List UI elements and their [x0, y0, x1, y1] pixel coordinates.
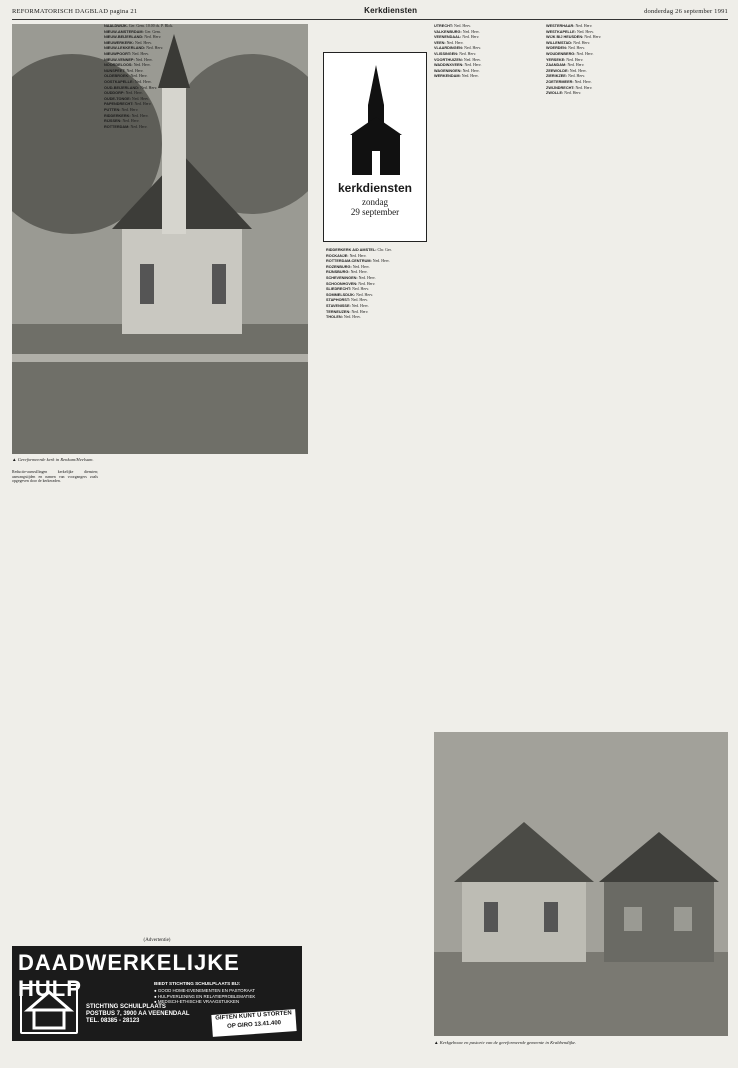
listing-entry: [546, 69, 728, 74]
listing-entry: [12, 470, 98, 484]
listing-services: Ned. Herv.: [126, 68, 144, 73]
listing-services: Ned. Herv.: [130, 74, 148, 79]
advertisement-schuilplaats: [12, 936, 302, 1041]
listing-entry: [104, 125, 214, 130]
listing-entry: [326, 259, 428, 264]
listing-place: VLAARDINGEN:: [434, 46, 464, 51]
publication-date: donderdag 26 september 1991: [644, 8, 728, 15]
listing-entry: [104, 41, 214, 46]
church-photo-krabbendijke: [434, 732, 728, 1036]
listing-services: Ned. Herv.: [125, 91, 143, 96]
listing-column-5: [546, 24, 728, 734]
listing-place: WERKENDAM:: [434, 74, 461, 79]
listing-place: NIEUW-VENNEP:: [104, 57, 135, 62]
listing-services: Ger. Gem.: [144, 29, 161, 34]
listing-entry: [326, 298, 428, 303]
ad-giro-line1: GIFTEN KUNT U STORTEN: [215, 1010, 292, 1022]
listing-place: RIDDERKERK:: [104, 113, 131, 118]
listing-entry: [546, 52, 728, 57]
listing-entry: [434, 24, 540, 29]
listing-entry: [546, 35, 728, 40]
listing-place: ROZENBURG:: [326, 264, 352, 269]
listing-column-3: [326, 248, 428, 1058]
listing-entry: [546, 24, 728, 29]
listing-place: OUDDORP:: [104, 91, 125, 96]
listing-services: Ned. Herv.: [135, 57, 153, 62]
listing-place: UTRECHT:: [434, 24, 453, 28]
listing-services: Ned. Herv.: [140, 85, 158, 90]
listing-place: STAVENISSE:: [326, 303, 351, 308]
listing-services: Ned. Herv.: [568, 74, 586, 79]
photo-caption-krabbendijke: ▲ Kerkgebouw en pastorie van de gereformeerde gemeente in Krabbendijke.: [434, 1040, 577, 1045]
listing-place: OLDEBROEK:: [104, 74, 130, 79]
listing-place: THOLEN:: [326, 315, 343, 320]
listing-entry: [104, 97, 214, 102]
listing-entry: [104, 74, 214, 79]
listing-entry: [546, 63, 728, 68]
listing-entry: [104, 46, 214, 51]
listing-place: ROCKANJE:: [326, 253, 349, 258]
listing-entry: [104, 35, 214, 40]
listing-place: STAPHORST:: [326, 298, 350, 303]
listing-place: TERNEUZEN:: [326, 309, 351, 314]
listing-entry: [104, 63, 214, 68]
listing-services: Ned. Herv.: [567, 63, 585, 68]
listing-entry: [104, 80, 214, 85]
listing-place: NIEUW-LEKKERLAND:: [104, 46, 146, 51]
listing-place: ROTTERDAM:: [104, 124, 130, 129]
listing-services: Ned. Herv.: [453, 24, 471, 28]
church-icon: [346, 65, 406, 175]
listing-place: WILLEMSTAD:: [546, 40, 573, 45]
listing-entry: [104, 119, 214, 124]
ad-headline: DAADWERKELIJKE HULP: [18, 950, 240, 1001]
listing-services: Ned. Herv.: [462, 35, 480, 40]
listing-services: Ned. Herv.: [569, 68, 587, 73]
listing-entry: [326, 310, 428, 315]
listing-entry: [326, 282, 428, 287]
listing-services: Ned. Herv.: [349, 253, 367, 258]
content-grid: [12, 20, 728, 1060]
listing-services: Ned. Herv.: [146, 46, 164, 51]
listing-services: Ned. Herv.: [356, 292, 374, 297]
listing-services: Ned. Herv.: [131, 51, 149, 56]
listing-services: Ned. Herv.: [352, 287, 370, 292]
ad-giro-box: [211, 1009, 296, 1037]
house-icon: [22, 986, 76, 1032]
title-day: zondag: [362, 197, 388, 207]
listing-entry: [546, 74, 728, 79]
listing-entry: [104, 86, 214, 91]
listing-place: WOERDEN:: [546, 46, 568, 51]
listing-place: OUD-BEIJERLAND:: [104, 85, 140, 90]
listing-services: Ned. Herv.: [566, 57, 584, 62]
listing-services: Ned. Herv.: [576, 29, 594, 34]
listing-services: Ned. Herv.: [343, 315, 361, 320]
listing-place: ROTTERDAM-CENTRUM:: [326, 259, 372, 264]
listing-column-1: [12, 470, 98, 940]
listing-place: WESTKAPELLE:: [546, 29, 576, 34]
ad-contact: [86, 1004, 190, 1025]
listing-place: RIJNSBURG:: [326, 270, 350, 275]
ad-phone: TEL. 08385 - 28123: [86, 1018, 140, 1024]
listing-place: ZOETERMEER:: [546, 79, 574, 84]
listing-services: Ned. Herv.: [134, 79, 152, 84]
listing-place: NAALDWIJK.: [104, 24, 128, 28]
listing-entry: [546, 41, 728, 46]
listing-place: WOUDENBERG:: [546, 51, 576, 56]
listing-place: RIDDERKERK A/D AMSTEL:: [326, 248, 377, 252]
ad-bullet: ● GOOD HOME-EVENEMENTEN EN PASTORAAT: [154, 988, 255, 993]
listing-place: OOSTKAPELLE:: [104, 79, 134, 84]
listing-column-2b: [222, 470, 318, 945]
ad-bullet: ● HULPVERLENING EN RELATIEPROBLEMATIEK: [154, 993, 256, 999]
listing-services: Ned. Herv.: [564, 91, 582, 96]
listing-entry: [104, 24, 214, 29]
listing-entry: [434, 69, 540, 74]
ad-intro: BIEDT STICHTING SCHUILPLAATS BIJ:: [154, 981, 241, 986]
listing-entry: [104, 52, 214, 57]
listing-services: Ned. Herv.: [131, 113, 149, 118]
listing-place: SCHEVENINGEN:: [326, 275, 358, 280]
listing-place: VOORTHUIZEN:: [434, 57, 463, 62]
listing-place: SCHOONHOVEN:: [326, 281, 358, 286]
listing-services: Ned. Herv.: [584, 35, 602, 40]
listing-place: NIEUWERKERK:: [104, 40, 134, 45]
listing-entry: [546, 80, 728, 85]
listing-entry: [434, 58, 540, 63]
listing-column-2: [104, 24, 214, 944]
listing-services: Ned. Herv.: [122, 119, 140, 124]
section-title: Kerkdiensten: [364, 6, 418, 15]
listing-services: Ned. Herv.: [350, 298, 368, 303]
listing-entry: [434, 30, 540, 35]
listing-services: Ned. Herv.: [144, 35, 162, 40]
ad-giro-line2: OP GIRO 13.41.400: [227, 1020, 282, 1030]
listing-entry: [326, 248, 428, 253]
listing-services: Ned. Herv.: [133, 63, 151, 68]
listing-entry: [434, 74, 540, 79]
listing-services: Ned. Herv.: [352, 264, 370, 269]
listing-services: Ned. Herv.: [464, 46, 482, 51]
listing-entry: [104, 58, 214, 63]
ad-address: POSTBUS 7, 3900 AA VEENENDAAL: [86, 1011, 190, 1017]
listing-services: Ned. Herv.: [462, 68, 480, 73]
listing-services: Ned. Herv.: [358, 275, 376, 280]
listing-column-4: [434, 24, 540, 724]
listing-services: Ned. Herv.: [459, 51, 477, 56]
listing-services: Ned. Herv.: [350, 270, 368, 275]
listing-services: Ned. Herv.: [574, 79, 592, 84]
listing-place: VEEN:: [434, 40, 446, 45]
listing-entry: [326, 276, 428, 281]
ad-org: STICHTING SCHUILPLAATS: [86, 1004, 166, 1010]
church-photo-image-2: [434, 732, 728, 1036]
listing-place: WADDINXVEEN:: [434, 63, 464, 68]
listing-entry: [434, 35, 540, 40]
listing-place: SLIEDRECHT:: [326, 287, 352, 292]
listing-services: Ned. Herv.: [358, 281, 376, 286]
listing-entry: [546, 86, 728, 91]
listing-entry: [326, 270, 428, 275]
listing-place: PUTTEN:: [104, 107, 121, 112]
listing-services: Ned. Herv.: [575, 85, 593, 90]
listing-services: Ned. Herv.: [134, 102, 152, 107]
listing-entry: [546, 30, 728, 35]
listing-services: Ned. Herv.: [372, 259, 390, 264]
listing-place: NIEUWPOORT:: [104, 51, 131, 56]
kerkdiensten-title-block: [323, 52, 427, 242]
listing-entry: [326, 265, 428, 270]
listing-place: WIJK BIJ HEUSDEN:: [546, 35, 584, 40]
listing-services: Ned. Herv.: [351, 309, 369, 314]
listing-place: ZWOLLE:: [546, 91, 564, 96]
listing-services: Ned. Herv.: [130, 124, 148, 129]
listing-place: ZEEWOLDE:: [546, 68, 569, 73]
listing-entry: [104, 102, 214, 107]
listing-services: Ned. Herv.: [121, 107, 139, 112]
schuilplaats-logo: [20, 984, 78, 1034]
listing-entry: [546, 46, 728, 51]
listing-place: OUDE-TONGE:: [104, 96, 131, 101]
listing-services: Ned. Herv.: [134, 40, 152, 45]
listing-entry: [434, 41, 540, 46]
listing-services: Ned. Herv.: [573, 40, 591, 45]
listing-entry: [546, 58, 728, 63]
listing-place: PAPENDRECHT:: [104, 102, 134, 107]
listing-place: RIJSSEN:: [104, 119, 122, 124]
title-kerkdiensten: kerkdiensten: [337, 181, 413, 195]
ad-bullet: ● MEDISCH-ETHISCHE VRAAGSTUKKEN: [154, 999, 240, 1004]
listing-entry: [104, 91, 214, 96]
page-header: [12, 6, 728, 20]
listing-services: Ned. Herv.: [575, 24, 593, 28]
listing-place: ZIERIKZEE:: [546, 74, 568, 79]
listing-place: VLISSINGEN:: [434, 51, 459, 56]
listing-services: Reductie-aanvullingen kerkelijke diensten; aanvangstijden en namen van voorgangers zoals opgegeven door de kerkeraden.: [12, 470, 98, 484]
listing-entry: [326, 315, 428, 320]
listing-entry: [434, 46, 540, 51]
listing-services: Ned. Herv.: [464, 63, 482, 68]
listing-place: ZAANDAM:: [546, 63, 567, 68]
listing-place: WESTERHAAR:: [546, 24, 575, 28]
listing-services: Ned. Herv.: [462, 29, 480, 34]
listing-services: Ned. Herv.: [568, 46, 586, 51]
title-date: 29 september: [350, 207, 400, 217]
listing-entry: [104, 114, 214, 119]
listing-entry: [104, 108, 214, 113]
listing-services: Ger. Gem. 10.00 ds. P. Blok.: [128, 24, 174, 28]
listing-entry: [104, 69, 214, 74]
listing-entry: [546, 91, 728, 96]
listing-services: Ned. Herv.: [351, 303, 369, 308]
listing-services: Ned. Herv.: [461, 74, 479, 79]
paper-name: REFORMATORISCH DAGBLAD pagina 21: [12, 8, 138, 15]
listing-place: ZWIJNDRECHT:: [546, 85, 575, 90]
ad-bullets: [154, 988, 255, 1005]
listing-services: Ned. Herv.: [131, 96, 149, 101]
listing-place: NIEUW-AMSTERDAM:: [104, 29, 144, 34]
listing-entry: [326, 287, 428, 292]
listing-entry: [434, 52, 540, 57]
listing-services: Chr. Ger.: [377, 248, 392, 252]
listing-place: VEENENDAAL:: [434, 35, 462, 40]
listing-place: SOMMELSDIJK:: [326, 292, 356, 297]
photo-caption-renkum: ▲ Gereformeerde kerk in Renkum/Heelsum.: [12, 457, 94, 462]
ad-label: (Advertentie): [12, 936, 302, 946]
listing-services: Ned. Herv.: [576, 51, 594, 56]
listing-entry: [326, 254, 428, 259]
listing-entry: [434, 63, 540, 68]
listing-place: YERSEKE:: [546, 57, 566, 62]
listing-entry: [326, 293, 428, 298]
listing-place: WAGENINGEN:: [434, 68, 462, 73]
listing-place: NUNSPEET:: [104, 68, 126, 73]
listing-place: NOORDELOOS:: [104, 63, 133, 68]
listing-entry: [104, 30, 214, 35]
listing-place: VALKENBURG:: [434, 29, 462, 34]
listing-place: NIEUW-BEIJERLAND:: [104, 35, 144, 40]
listing-services: Ned. Herv.: [446, 40, 464, 45]
listing-services: Ned. Herv.: [463, 57, 481, 62]
listing-entry: [326, 304, 428, 309]
